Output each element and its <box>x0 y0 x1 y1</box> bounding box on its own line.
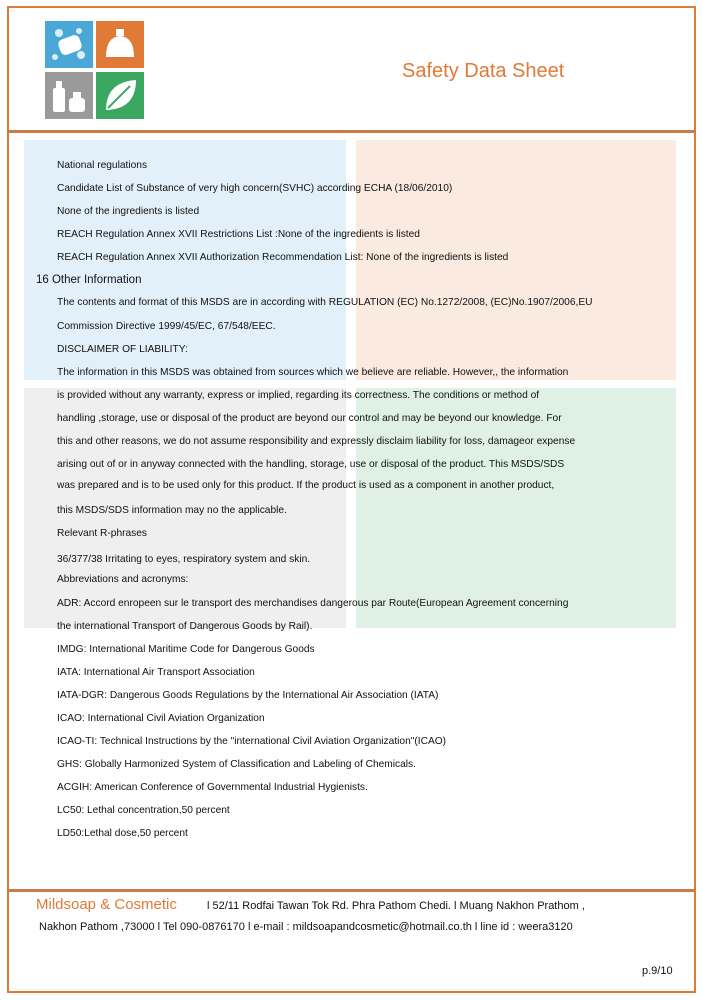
text-line: None of the ingredients is listed <box>57 206 200 217</box>
text-line: ACGIH: American Conference of Governmental Industrial Hygienists. <box>57 782 368 793</box>
text-line: National regulations <box>57 160 148 171</box>
text-line: Commission Directive 1999/45/EC, 67/548/EEC. <box>57 321 276 332</box>
text-line: IMDG: International Maritime Code for Dangerous Goods <box>57 644 315 655</box>
text-line: IATA: International Air Transport Association <box>57 667 255 678</box>
text-line: The information in this MSDS was obtained from sources which we believe are reliable. However,, the information <box>57 367 569 378</box>
logo-watermark <box>24 140 676 860</box>
text-line: this and other reasons, we do not assume responsibility and expressly disclaim liability for loss, damageor expense <box>57 436 576 447</box>
text-line: this MSDS/SDS information may no the applicable. <box>57 505 287 516</box>
bottle-icon <box>96 21 144 68</box>
text-line: handling ,storage, use or disposal of the product are beyond our control and may be beyond our knowledge. For <box>57 413 562 424</box>
text-line: was prepared and is to be used only for this product. If the product is used as a component in another product, <box>57 480 555 491</box>
leaf-icon <box>96 72 144 119</box>
text-line: ICAO: International Civil Aviation Organization <box>57 713 265 724</box>
text-line: REACH Regulation Annex XVII Authorization Recommendation List: None of the ingredients is listed <box>57 252 509 263</box>
soap-icon <box>45 21 93 68</box>
text-line: 36/377/38 Irritating to eyes, respiratory system and skin. <box>57 554 311 565</box>
text-line: Candidate List of Substance of very high concern(SVHC) according ECHA (18/06/2010) <box>57 183 453 194</box>
document-title: Safety Data Sheet <box>402 60 565 82</box>
text-line: The contents and format of this MSDS are in according with REGULATION (EC) No.1272/2008, (EC)No.1907/2006,EU <box>57 297 593 308</box>
footer-divider <box>7 889 696 892</box>
text-line: LC50: Lethal concentration,50 percent <box>57 805 230 816</box>
cosmetic-bottles-icon <box>45 72 93 119</box>
text-line: REACH Regulation Annex XVII Restrictions List :None of the ingredients is listed <box>57 229 420 240</box>
company-contact: Nakhon Pathom ,73000 l Tel 090-0876170 l e-mail : mildsoapandcosmetic@hotmail.co.th l line id : weera3120 <box>39 921 573 933</box>
company-address: l 52/11 Rodfai Tawan Tok Rd. Phra Pathom Chedi. l Muang Nakhon Prathom , <box>207 900 585 912</box>
section-heading: 16 Other Information <box>36 274 142 286</box>
text-line: Abbreviations and acronyms: <box>57 574 189 585</box>
text-line: arising out of or in anyway connected with the handling, storage, use or disposal of the product. This MSDS/SDS <box>57 459 565 470</box>
text-line: ADR: Accord enropeen sur le transport des merchandises dangerous par Route(European Agreement concerning <box>57 598 569 609</box>
company-name: Mildsoap & Cosmetic <box>36 896 177 913</box>
page-number: p.9/10 <box>642 965 673 977</box>
text-line: is provided without any warranty, express or implied, regarding its correctness. The conditions or method of <box>57 390 540 401</box>
company-logo <box>45 21 145 119</box>
text-line: IATA-DGR: Dangerous Goods Regulations by the International Air Association (IATA) <box>57 690 439 701</box>
header-divider <box>7 130 696 133</box>
text-line: DISCLAIMER OF LIABILITY: <box>57 344 188 355</box>
text-line: LD50:Lethal dose,50 percent <box>57 828 188 839</box>
text-line: the international Transport of Dangerous Goods by Rail). <box>57 621 313 632</box>
text-line: ICAO-TI: Technical Instructions by the "international Civil Aviation Organization"(ICAO) <box>57 736 447 747</box>
text-line: Relevant R-phrases <box>57 528 148 539</box>
text-line: GHS: Globally Harmonized System of Classification and Labeling of Chemicals. <box>57 759 416 770</box>
